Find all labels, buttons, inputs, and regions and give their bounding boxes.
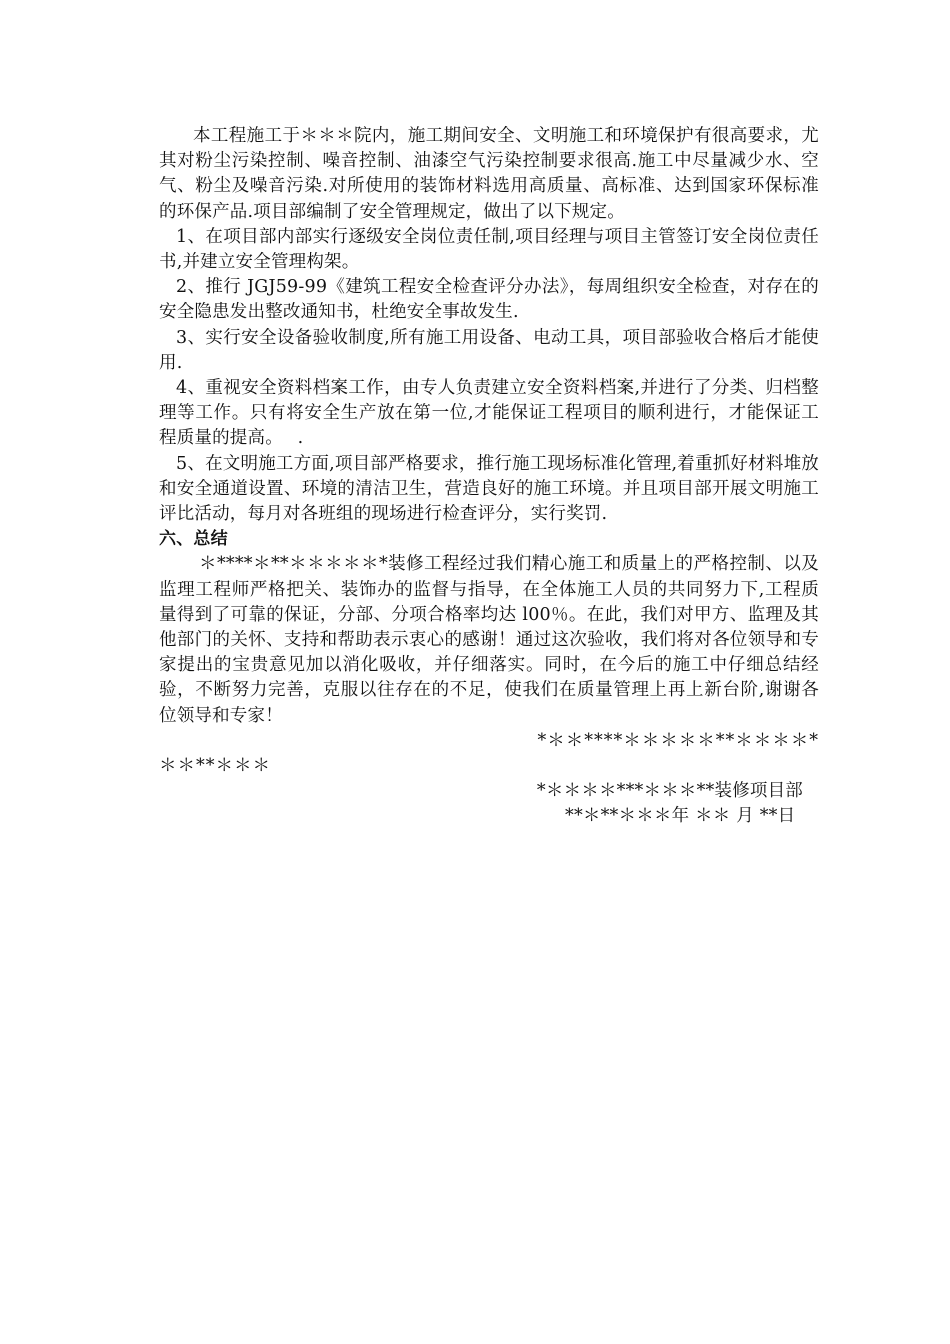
signature-department: *＊＊＊＊***＊＊＊**装修项目部 <box>536 781 803 802</box>
intro-paragraph: 本工程施工于＊＊＊院内，施工期间安全、文明施工和环境保护有很高要求，尤其对粉尘污染控制、噪音控制、油漆空气污染控制要求很高.施工中尽量减少水、空气、粉尘及噪音污染.对所使用的装饰材料选用高质量、高标准、达到国家环保标准的环保产品.项目部编制了安全管理规定，做出了以下规定。 <box>159 126 819 222</box>
list-item-4: 4、重视安全资料档案工作，由专人负责建立安全资料档案,并进行了分类、归档整理等工作。只有将安全生产放在第一位,才能保证工程项目的顺利进行，才能保证工程质量的提高。 . <box>159 378 819 449</box>
list-item-2: 2、推行 JGJ59-99《建筑工程安全检查评分办法》，每周组织安全检查，对存在的安全隐患发出整改通知书，杜绝安全事故发生. <box>159 277 819 323</box>
redacted-line-2: ＊＊**＊＊＊ <box>159 756 271 777</box>
signature-block <box>159 779 819 855</box>
list-item-3: 3、实行安全设备验收制度,所有施工用设备、电动工具，项目部验收合格后才能使用. <box>159 327 819 373</box>
section-heading: 六、总结 <box>159 529 228 550</box>
document-body <box>159 124 819 855</box>
signature-date: **＊**＊＊＊年 ＊＊ 月 **日 <box>565 806 796 827</box>
list-item-1: 1、在项目部内部实行逐级安全岗位责任制,项目经理与项目主管签订安全岗位责任书,并建立安全管理构架。 <box>159 226 819 273</box>
list-item-5: 5、在文明施工方面,项目部严格要求，推行施工现场标准化管理,着重抓好材料堆放和安全通道设置、环境的清洁卫生，营造良好的施工环境。并且项目部开展文明施工评比活动，每月对各班组的现场进行检查评分，实行奖罚. <box>159 453 819 525</box>
redacted-line-1: *＊＊****＊＊＊＊＊**＊＊＊＊* <box>537 730 819 751</box>
summary-paragraph: ＊****＊**＊＊＊＊＊*装修工程经过我们精心施工和质量上的严格控制、以及监理工程师严格把关、装饰办的监督与指导，在全体施工人员的共同努力下,工程质量得到了可靠的保证，分部、分项合格率均达 l00％。在此，我们对甲方、监理及其他部门的关怀、支持和帮助表示衷心的感谢！通过这次验收，我们将对各位领导和专家提出的宝贵意见加以消化吸收，并仔细落实。同时，在今后的施工中仔细总结经验，不断努力完善，克服以往存在的不足，使我们在质量管理上再上新台阶,谢谢各位领导和专家！ <box>159 554 819 726</box>
